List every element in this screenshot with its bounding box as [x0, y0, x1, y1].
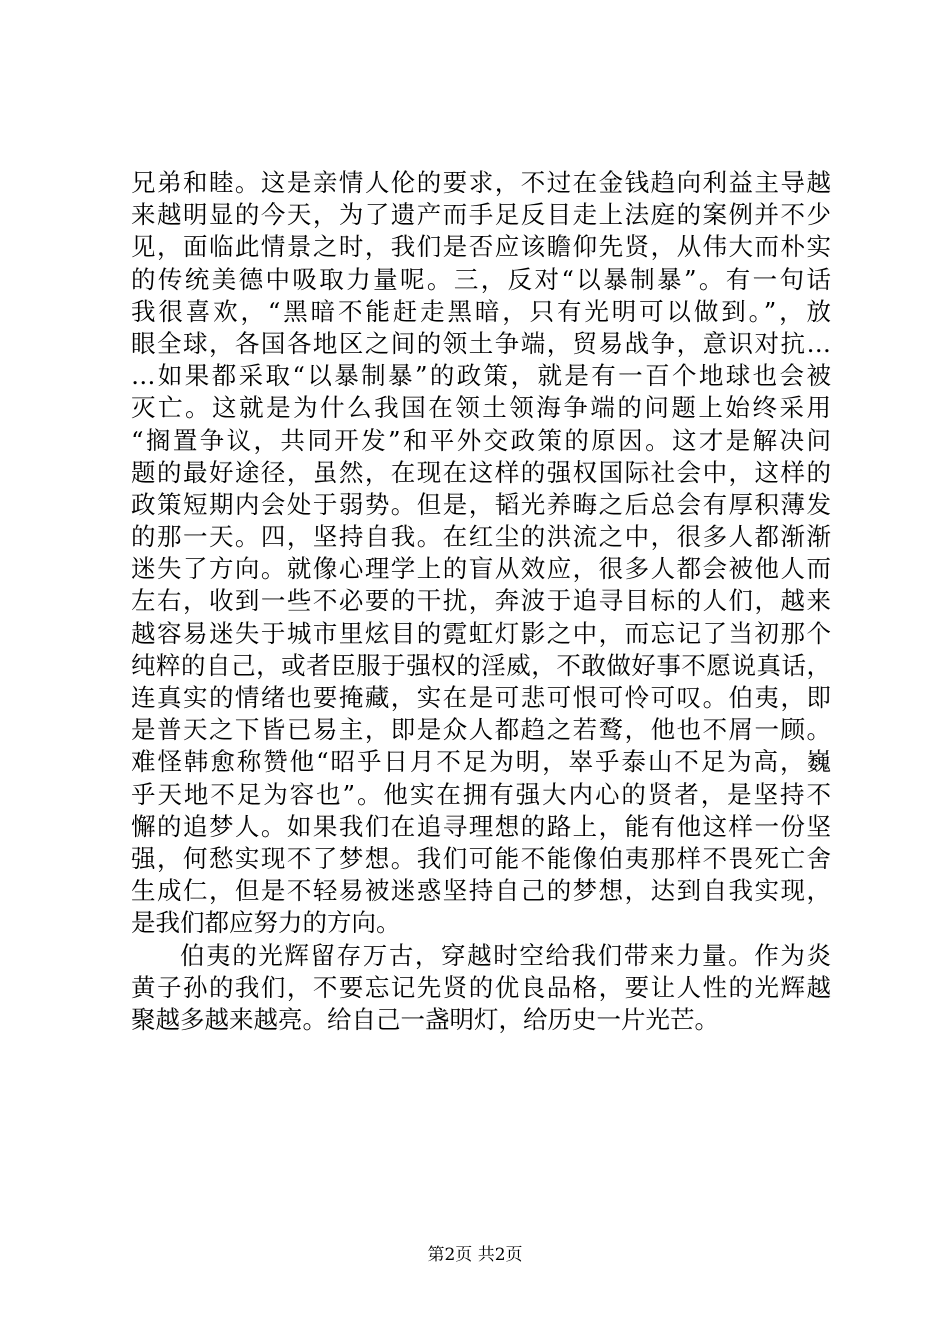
- text-line: …如果都采取“以暴制暴”的政策，就是有一百个地球也会被: [131, 361, 831, 391]
- text-line: 连真实的情绪也要掩藏，实在是可悲可恨可怜可叹。伯夷，即: [131, 683, 831, 712]
- page-number-footer: 第2页 共2页: [427, 1245, 523, 1265]
- text-line: 难怪韩愈称赞他“昭乎日月不足为明，崒乎泰山不足为高，巍: [131, 747, 831, 777]
- text-line: 伯夷的光辉留存万古，穿越时空给我们带来力量。作为炎: [180, 940, 831, 970]
- text-line: 是普天之下皆已易主，即是众人都趋之若鹜，他也不屑一顾。: [131, 715, 831, 745]
- paragraph-2: [131, 940, 831, 1037]
- text-line: 的传统美德中吸取力量呢。三，反对“以暴制暴”。有一句话: [131, 264, 831, 294]
- text-line: 左右，收到一些不必要的干扰，奔波于追寻目标的人们，越来: [131, 586, 831, 616]
- paragraph-1: [131, 167, 831, 940]
- text-line: 越容易迷失于城市里炫目的霓虹灯影之中，而忘记了当初那个: [131, 618, 831, 648]
- text-line: 生成仁，但是不轻易被迷惑坚持自己的梦想，达到自我实现，: [131, 876, 831, 906]
- text-line: 来越明显的今天，为了遗产而手足反目走上法庭的案例并不少: [131, 200, 831, 230]
- text-line: 强，何愁实现不了梦想。我们可能不能像伯夷那样不畏死亡舍: [131, 843, 831, 873]
- text-line: 政策短期内会处于弱势。但是，韬光养晦之后总会有厚积薄发: [131, 489, 831, 519]
- text-line: 是我们都应努力的方向。: [131, 908, 401, 938]
- text-line: 见，面临此情景之时，我们是否应该瞻仰先贤，从伟大而朴实: [131, 232, 831, 262]
- document-body: [131, 167, 831, 1036]
- text-line: 聚越多越来越亮。给自己一盏明灯，给历史一片光芒。: [131, 1004, 719, 1034]
- text-line: 懈的追梦人。如果我们在追寻理想的路上，能有他这样一份坚: [131, 811, 831, 841]
- text-line: 的那一天。四，坚持自我。在红尘的洪流之中，很多人都渐渐: [131, 522, 831, 552]
- text-line: 兄弟和睦。这是亲情人伦的要求，不过在金钱趋向利益主导越: [131, 168, 831, 197]
- text-line: 题的最好途径，虽然，在现在这样的强权国际社会中，这样的: [131, 457, 831, 487]
- text-line: 眼全球，各国各地区之间的领土争端，贸易战争，意识对抗…: [131, 328, 831, 358]
- text-line: 灭亡。这就是为什么我国在领土领海争端的问题上始终采用: [131, 393, 831, 423]
- text-line: 纯粹的自己，或者臣服于强权的淫威，不敢做好事不愿说真话，: [131, 650, 831, 680]
- text-line: 乎天地不足为容也”。他实在拥有强大内心的贤者，是坚持不: [131, 779, 831, 809]
- text-line: “搁置争议，共同开发”和平外交政策的原因。这才是解决问: [131, 425, 831, 455]
- text-line: 黄子孙的我们，不要忘记先贤的优良品格，要让人性的光辉越: [131, 972, 831, 1002]
- text-line: 迷失了方向。就像心理学上的盲从效应，很多人都会被他人而: [131, 554, 831, 584]
- text-line: 我很喜欢，“黑暗不能赶走黑暗，只有光明可以做到。”，放: [131, 296, 831, 326]
